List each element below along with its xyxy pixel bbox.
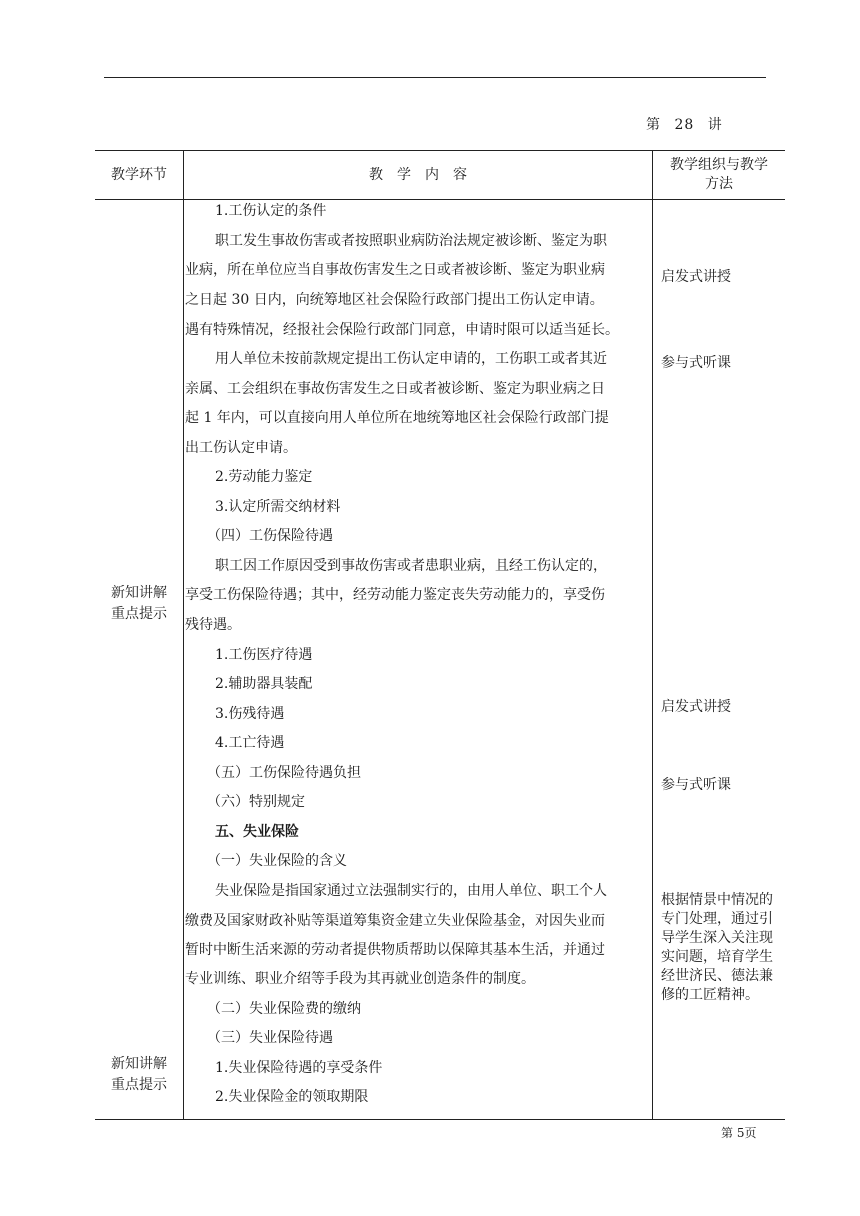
content-line: 用人单位未按前款规定提出工伤认定申请的，工伤职工或者其近 bbox=[215, 351, 607, 367]
content-line: 1.工伤认定的条件 bbox=[215, 203, 327, 219]
lecture-number: 第 28 讲 bbox=[646, 117, 723, 133]
header-method: 教学组织与教学方法 bbox=[670, 157, 768, 192]
content-line: 3.伤残待遇 bbox=[215, 706, 285, 722]
method-label: 参与式听课 bbox=[661, 355, 731, 371]
column-divider-1 bbox=[183, 151, 184, 1119]
content-line: 享受工伤保险待遇；其中，经劳动能力鉴定丧失劳动能力的，享受伤 bbox=[185, 587, 605, 603]
column-divider-2 bbox=[652, 151, 653, 1119]
content-line: （五）工伤保险待遇负担 bbox=[207, 765, 361, 781]
content-heading: 五、失业保险 bbox=[215, 824, 299, 840]
content-line: 职工发生事故伤害或者按照职业病防治法规定被诊断、鉴定为职 bbox=[215, 233, 607, 249]
content-line: 2.辅助器具装配 bbox=[215, 676, 313, 692]
content-line: 2.失业保险金的领取期限 bbox=[215, 1089, 369, 1105]
section-label-1: 新知讲解 重点提示 bbox=[111, 585, 167, 622]
header-content: 教 学 内 容 bbox=[369, 166, 467, 183]
content-line: 职工因工作原因受到事故伤害或者患职业病，且经工伤认定的， bbox=[215, 558, 607, 574]
lesson-table bbox=[95, 150, 785, 1120]
content-line: 起 1 年内，可以直接向用人单位所在地统筹地区社会保险行政部门提 bbox=[185, 410, 609, 426]
content-line: 缴费及国家财政补贴等渠道筹集资金建立失业保险基金，对因失业而 bbox=[185, 913, 605, 929]
content-line: 出工伤认定申请。 bbox=[185, 440, 297, 456]
content-line: 失业保险是指国家通过立法强制实行的，由用人单位、职工个人 bbox=[215, 883, 607, 899]
content-line: 遇有特殊情况，经报社会保险行政部门同意，申请时限可以适当延长。 bbox=[185, 322, 619, 338]
content-line: （三）失业保险待遇 bbox=[207, 1030, 333, 1046]
header-section: 教学环节 bbox=[111, 166, 167, 183]
header-rule bbox=[104, 77, 766, 78]
page-number: 第 5页 bbox=[721, 1126, 757, 1140]
content-line: （六）特别规定 bbox=[207, 794, 305, 810]
content-line: 残待遇。 bbox=[185, 617, 241, 633]
content-line: （四）工伤保险待遇 bbox=[207, 528, 333, 544]
content-line: 3.认定所需交纳材料 bbox=[215, 499, 341, 515]
section-label-2: 新知讲解 重点提示 bbox=[111, 1056, 167, 1093]
content-line: 1.工伤医疗待遇 bbox=[215, 647, 313, 663]
content-line: 专业训练、职业介绍等手段为其再就业创造条件的制度。 bbox=[185, 971, 535, 987]
method-label: 启发式讲授 bbox=[661, 269, 731, 285]
method-note: 根据情景中情况的专门处理，通过引导学生深入关注现实问题，培育学生经世济民、德法兼修的工匠精神。 bbox=[661, 892, 773, 1003]
content-line: 4.工亡待遇 bbox=[215, 735, 285, 751]
content-line: （二）失业保险费的缴纳 bbox=[207, 1001, 361, 1017]
content-line: 2.劳动能力鉴定 bbox=[215, 469, 313, 485]
content-line: 之日起 30 日内，向统筹地区社会保险行政部门提出工伤认定申请。 bbox=[185, 292, 604, 308]
content-line: 暂时中断生活来源的劳动者提供物质帮助以保障其基本生活，并通过 bbox=[185, 942, 605, 958]
method-label: 参与式听课 bbox=[661, 777, 731, 793]
header-divider bbox=[95, 199, 785, 200]
content-line: 亲属、工会组织在事故伤害发生之日或者被诊断、鉴定为职业病之日 bbox=[185, 381, 605, 397]
content-line: 业病，所在单位应当自事故伤害发生之日或者被诊断、鉴定为职业病 bbox=[185, 262, 605, 278]
method-label: 启发式讲授 bbox=[661, 699, 731, 715]
content-line: 1.失业保险待遇的享受条件 bbox=[215, 1060, 383, 1076]
content-line: （一）失业保险的含义 bbox=[207, 853, 347, 869]
